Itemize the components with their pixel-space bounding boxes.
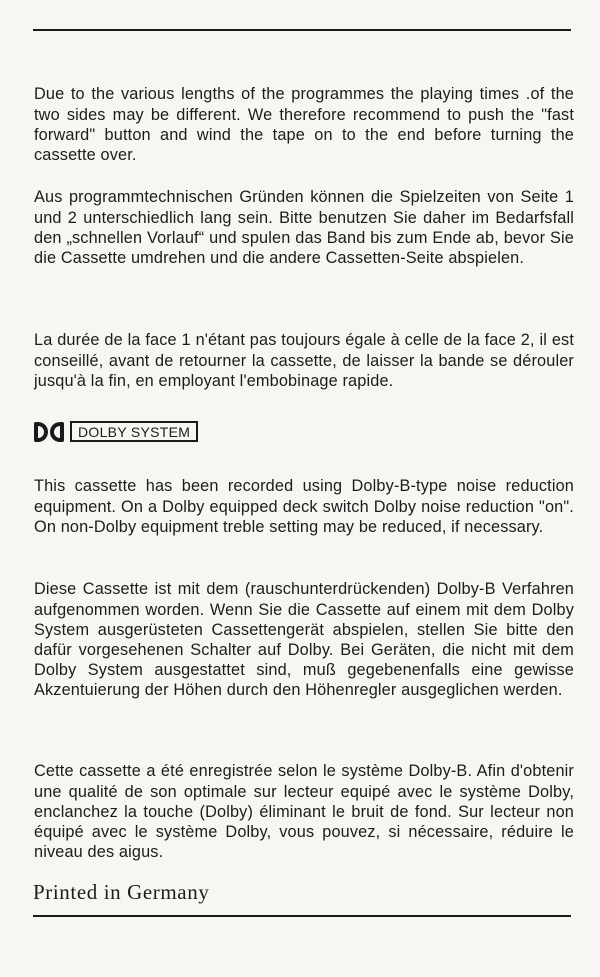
dolby-d-left-shape (34, 422, 48, 442)
paragraph-en-playing-times: Due to the various lengths of the programmes the playing times .of the two sides may be different. We therefore recommend to push the "fast forward" button and wind the tape on to the end before turning the cassette over. (34, 85, 574, 164)
printed-in-germany: Printed in Germany (33, 880, 210, 904)
paragraph-fr-dolby: Cette cassette a été enregistrée selon le système Dolby-B. Afin d'obtenir une qualité de son optimale sur lecteur equipé avec le système Dolby, enclanchez la touche (Dolby) éliminant le bruit de fond. Sur lecteur non équipé avec le système Dolby, vous pouvez, si nécessaire, réduire le niveau des aigus. (34, 762, 574, 862)
top-divider (33, 29, 571, 31)
paragraph-en-dolby: This cassette has been recorded using Dolby-B-type noise reduction equipment. On a Dolby equipped deck switch Dolby noise reduction "on". On non-Dolby equipment treble setting may be reduced, if necessary. (34, 477, 574, 536)
dolby-system-label: DOLBY SYSTEM (70, 421, 198, 442)
paragraph-de-dolby: Diese Cassette ist mit dem (rauschunterdrückenden) Dolby-B Verfahren aufgenommen worden. Wenn Sie die Cassette auf einem mit dem Dolby System ausgerüsteten Cassettengerät abspielen, stellen Sie bitte den dafür vorgesehenen Schalter auf Dolby. Bei Geräten, die nicht mit dem Dolby System ausgestattet sind, muß gegebenenfalls eine gewisse Akzentuierung der Höhen durch den Höhenregler ausgeglichen werden. (34, 580, 574, 700)
double-d-icon (34, 422, 64, 442)
dolby-system-logo (34, 419, 198, 444)
bottom-divider (33, 915, 571, 917)
dolby-d-right-shape (50, 422, 64, 442)
paragraph-de-playing-times: Aus programmtechnischen Gründen können die Spielzeiten von Seite 1 und 2 unterschiedlich lang sein. Bitte benutzen Sie daher im Bedarfsfall den „schnellen Vorlauf“ und spulen das Band bis zum Ende ab, bevor Sie die Cassette umdrehen und die andere Cassetten-Seite abspielen. (34, 188, 574, 267)
paragraph-fr-playing-times: La durée de la face 1 n'étant pas toujours égale à celle de la face 2, il est conseillé, avant de retourner la cassette, de laisser la bande se dérouler jusqu'à la fin, en employant l'embobinage rapide. (34, 331, 574, 390)
